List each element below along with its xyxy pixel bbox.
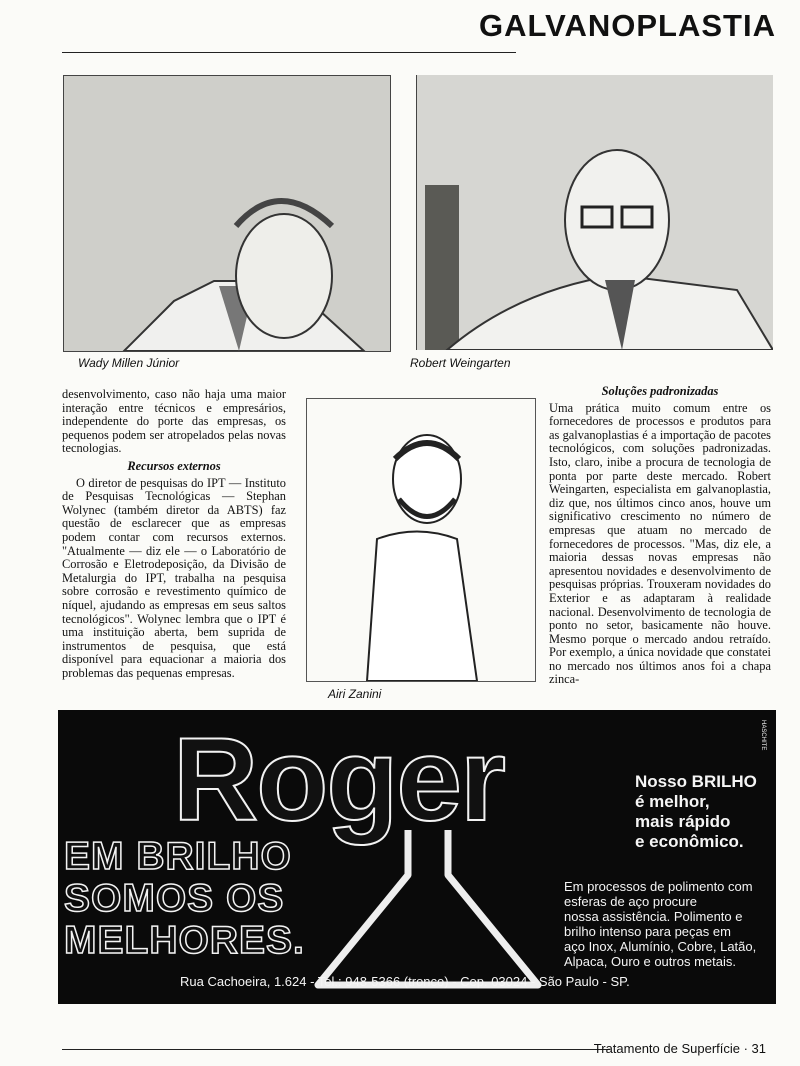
paragraph: desenvolvimento, caso não haja uma maior interação entre técnicos e empresários, independente do porte das empresas, os pequenos podem ser atropelados pelas novas tecnologias. bbox=[62, 387, 286, 456]
article-column-3 bbox=[549, 385, 771, 687]
portrait-wady-image bbox=[64, 76, 390, 351]
portrait-photo-airi bbox=[306, 398, 536, 682]
ad-address: Rua Cachoeira, 1.624 - Tel.: 948-5366 (tronco) - Cep. 03024 - São Paulo - SP. bbox=[180, 974, 630, 989]
header-rule bbox=[62, 52, 516, 53]
ad-agency-mark: HASCHITE bbox=[760, 720, 766, 751]
roger-advertisement bbox=[58, 710, 776, 1004]
portrait-robert-image bbox=[417, 75, 773, 350]
ad-brand-logo: Roger bbox=[173, 714, 504, 846]
page-footer: Tratamento de Superfície · 31 bbox=[593, 1041, 766, 1056]
ad-body-line: nossa assistência. Polimento e bbox=[564, 909, 743, 924]
subheading-recursos-externos: Recursos externos bbox=[127, 458, 221, 473]
ad-tagline-line: mais rápido bbox=[635, 812, 731, 831]
ad-body-line: aço Inox, Alumínio, Cobre, Latão, bbox=[564, 939, 757, 954]
ad-body-text bbox=[564, 879, 756, 969]
article-column-1 bbox=[62, 388, 286, 680]
paragraph: Uma prática muito comum entre os fornecedores de processos e produtos para as galvanoplastias é a importação de pacotes tecnológicos, com soluções padronizadas. Isto, claro, inibe a procura de tecnologia de ponta por parte deste mercado. Robert Weingarten, especialista em galvanoplastia, diz que, nos últimos cinco anos, houve um significativo crescimento no número de empresas que atuam no mercado de fornecedores de processos. "Mas, diz ele, a maioria dessas novas empresas não apresentou novidades e desenvolvimento de pesquisas próprias. Trouxeram novidades do Exterior e as adaptaram à realidade nacional. Desenvolvimento de tecnologia de ponto no setor, basicamente não houve. Mesmo porque o mercado andou retraído. Por exemplo, a única novidade que constatei no mercado nos últimos anos foi a chapa zinca- bbox=[549, 400, 771, 687]
paragraph: O diretor de pesquisas do IPT — Instituto de Pesquisas Tecnológicas — Stephan Wolynec (também diretor da ABTS) faz questão de esclarecer que as empresas podem contar com recursos externos. "Atualmente — diz ele — o Laboratório de Corrosão e Eletrodeposição, da Divisão de Metalurgia do IPT, trabalha na pesquisa sobre corrosão e revestimento químico de níquel, ajudando as empresas em seus saltos tecnológicos". Wolynec lembra que o IPT é uma instituição aberta, bem suprida de instrumentos de pesquisa, que está disponível para equacionar a maioria dos problemas das pequenas empresas. bbox=[62, 475, 286, 680]
ad-body-line: Em processos de polimento com bbox=[564, 879, 753, 894]
ad-body-line: Alpaca, Ouro e outros metais. bbox=[564, 954, 736, 969]
ad-tagline-line: é melhor, bbox=[635, 792, 710, 811]
portrait-photo-wady bbox=[63, 75, 391, 352]
ad-tagline-line: Nosso BRILHO bbox=[635, 772, 757, 791]
ad-slogan-line-1: EM BRILHO bbox=[64, 835, 292, 878]
ad-slogan-line-2: SOMOS OS bbox=[64, 877, 285, 920]
ad-body-line: esferas de aço procure bbox=[564, 894, 697, 909]
subheading-solucoes-padronizadas: Soluções padronizadas bbox=[601, 384, 719, 398]
portrait-airi-image bbox=[307, 399, 535, 681]
ad-tagline bbox=[635, 772, 757, 852]
caption-airi: Airi Zanini bbox=[328, 687, 382, 701]
section-title: GALVANOPLASTIA bbox=[478, 8, 776, 43]
footer-rule bbox=[62, 1049, 610, 1050]
ad-tagline-line: e econômico. bbox=[635, 832, 744, 851]
ad-body-line: brilho intenso para peças em bbox=[564, 924, 731, 939]
ad-slogan-line-3: MELHORES. bbox=[64, 919, 305, 962]
caption-robert: Robert Weingarten bbox=[410, 356, 511, 370]
caption-wady: Wady Millen Júnior bbox=[78, 356, 180, 370]
portrait-photo-robert bbox=[416, 75, 773, 350]
